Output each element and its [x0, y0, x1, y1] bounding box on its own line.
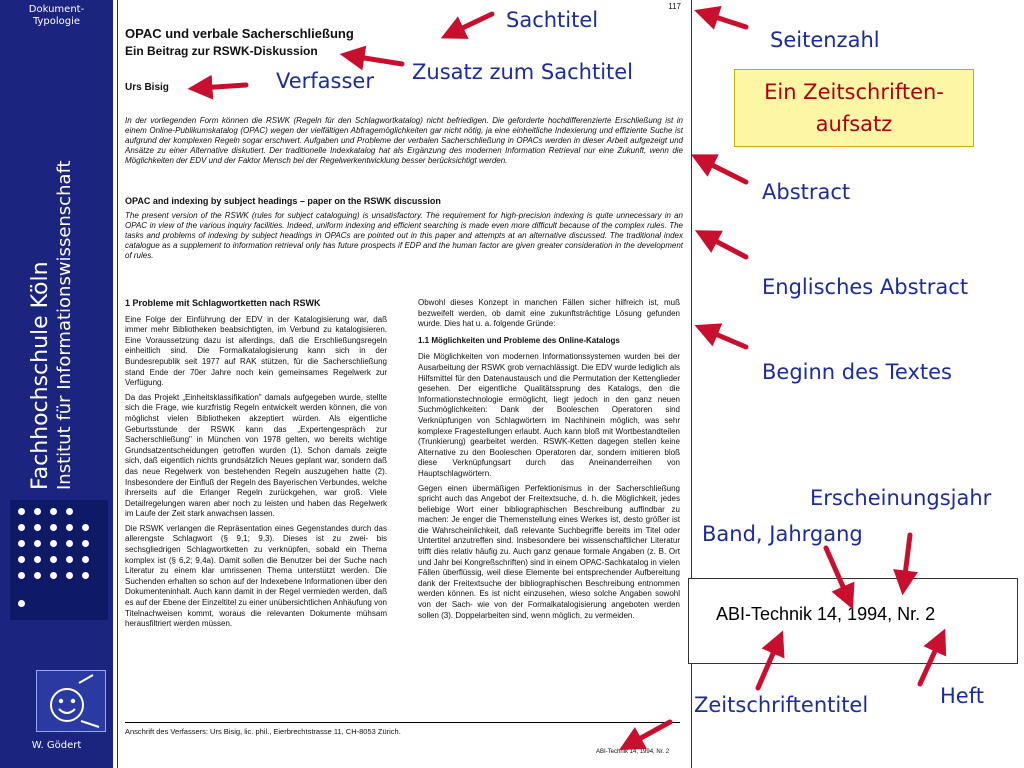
label-zusatz-zum-sachtitel: Zusatz zum Sachtitel: [412, 60, 634, 84]
doc-type-line1: Ein Zeitschriften-: [764, 80, 944, 104]
sidebar-top-line1: Dokument-: [28, 4, 85, 15]
institute-name: Institut für Informationswissenschaft: [54, 160, 75, 490]
citation-text: ABI-Technik 14, 1994, Nr. 2: [716, 604, 936, 624]
smiley-logo: [36, 670, 106, 732]
paragraph: Da das Projekt „Einheitsklassifikation" damals aufgegeben wurde, stellte sich die Frage, wie kurzfristig Regeln entwickelt werden können, die von möglichst vielen Bibliotheken akzeptiert würden. Als eigentliche Geburtsstunde der RSWK kann das „Expertengespräch zur Sacherschließung" in München von 1978 gelten, wo bereits wichtige Grundsatzentscheidungen getroffen wurden (1). Schon damals zeigte sich, daß eigentlich nichts grundsätzlich Neues geplant war, sondern daß das neue Regelwerk von bestehenden Regeln auszugehen hatte (2). Insbesondere der Einfluß der Regeln des Bayerischen Verbundes, welche ihrerseits auf die Erlanger Regeln zurückgehen, war groß. Viele Detailregelungen waren aber noch zu leisten und haben das Regelwerk im Laufe der Zeit stark anwachsen lassen.: [125, 392, 387, 519]
sidebar-top-line2: Typologie: [32, 16, 81, 27]
paragraph: Die Möglichkeiten von modernen Informationssystemen wurden bei der Ausarbeitung der RSWK grob vernachlässigt. Die EDV wurde lediglich als Hilfsmittel für den Datenaustausch und die Permutation der Kettenglieder gesehen. Der eigentliche Qualitätssprung des Katalogs, den die Informationstechnologie ermöglicht, liegt jedoch in den ganz neuen Suchmöglichkeiten: Dank der Booleschen Operatoren sind Verknüpfungen von Schlagwörtern im Nachhinein möglich, was sehr komplexe Fragestellungen erlaubt. Auch kann bloß mit Wortbestandteilen (Trunkierung) gearbeitet werden. RSWK-Ketten dagegen stellen keine Alternative zu den Booleschen Operatoren dar, sondern imitieren bloß diese Verknüpfungsart durch das Aneinanderreihen von Hauptschlagwörtern.: [418, 352, 680, 478]
label-seitenzahl: Seitenzahl: [770, 28, 880, 52]
label-abstract: Abstract: [762, 180, 851, 204]
arrow-abstract: [702, 160, 746, 182]
subsection-heading: 1.1 Möglichkeiten und Probleme des Online-Katalogs: [418, 335, 620, 345]
page-footer-citation: ABI-Technik 14, 1994, Nr. 2: [596, 749, 670, 755]
arrow-seitenzahl: [706, 14, 746, 27]
author-address-footnote: Anschrift des Verfassers: Urs Bisig, lic. phil., Eierbrechtstrasse 11, CH-8053 Zürich.: [125, 722, 680, 736]
paragraph: Gegen einen übermäßigen Perfektionismus in der Sacherschließung spricht auch das Angebot der Freitextsuche, d. h. die Möglichkeit, jedes beliebige Wort einer bibliographischen Beschreibung auffindbar zu machen: Je enger die Themenstellung eines Werkes ist, desto größer ist die Wahrscheinlichkeit, daß relevante Suchbegriffe bereits im Titel oder Untertitel anzutreffen sind. Insbesondere bei wissenschaftlicher Literatur trifft dies relativ häufig zu. Auch ganz genaue formale Angaben (z. B. Ort und Jahr bei Kongreßschriften) sind in einem OPAC-Sachkatalog in vielen Fällen überflüssig, weil diese Elemente bei entsprechender Aufbereitung dank der Freitextsuche der bibliographischen Beschreibung entnommen werden können. Es ist nicht einzusehen, wieso solche Angaben sowohl von der Sach- wie von der Formalkatalogisierung angeboten werden sollen (3). Doppelarbeiten sind, wenn möglich, zu vermeiden.: [418, 483, 680, 620]
paragraph: Obwohl dieses Konzept in manchen Fällen sicher hilfreich ist, muß bezweifelt werden, ob damit eine zukunftsträchtige Lösung gefunden wurde. Dies hat u. a. folgende Gründe:: [418, 298, 680, 329]
sidebar-top-label: [0, 4, 113, 28]
page-number: 117: [668, 2, 681, 11]
paragraph: Die RSWK verlangen die Repräsentation eines Gegenstandes durch das allerengste Schlagwort (§ 9,1; 9,3). Dieses ist zu zwei- bis sechsgliedrigen Schlagwortketten zu verknüpfen, sobald ein Thema komplex ist (§ 6,2; 9,4a). Damit sollen die Benutzer bei der Suche nach Literatur zu einem klar umrissenen Thema unterstützt werden. Die Suchenden erhalten so schon auf der Indexebene Informationen über den Dokumenteninhalt. Auch kann damit in der Regel vermieden werden, daß es auf der Ebene der Einzeltitel zu einer unübersichtlichen Anhäufung von Titelnachweisen kommt, woraus die relevanten Dokumente mühsam herausfiltriert werden müssen.: [125, 523, 387, 629]
article-subtitle: Ein Beitrag zur RSWK-Diskussion: [125, 44, 318, 58]
text-column-right: [418, 298, 680, 625]
arrow-jahr: [904, 535, 910, 583]
label-heft: Heft: [940, 684, 984, 708]
dot-grid-decoration: [10, 500, 108, 620]
label-zeitschriftentitel: Zeitschriftentitel: [694, 693, 869, 717]
label-erscheinungsjahr: Erscheinungsjahr: [810, 486, 992, 510]
document-type-box: [734, 69, 974, 147]
label-verfasser: Verfasser: [276, 69, 374, 93]
sidebar-vertical-title: [28, 130, 76, 490]
article-author: Urs Bisig: [125, 82, 169, 93]
abstract-english: The present version of the RSWK (rules for subject cataloguing) is unsatisfactory. The requirement for high-precision indexing is quite unnecessary in an OPAC in view of the various inquiry facilities. Indeed, uniform indexing and efficient searching is made even more difficult because of the complex rules. The tasks and problems of indexing by subject headings in OPACs are pointed out in this paper and attempts at an alternative discussed. The traditional index catalogue as a supplement to information retrieval only has future prospects if EDP and the human factor are given greater consideration in the development of rules.: [125, 211, 683, 260]
label-englisches-abstract: Englisches Abstract: [762, 275, 969, 299]
article-page: [117, 0, 692, 768]
paragraph: Eine Folge der Einführung der EDV in der Katalogisierung war, daß immer mehr Bibliotheken beabsichtigten, im Verbund zu katalogisieren. Eine Voraussetzung dazu ist allerdings, daß die Erschließungsregeln einheitlich sind. Die Formalkatalogisierung kann sich in der Bundesrepublik seit 1977 auf RAK stützen, für die Sacherschließung stand Ende der 70er Jahre noch kein gemeinsames Regelwerk zur Verfügung.: [125, 314, 387, 388]
sidebar-author: W. Gödert: [31, 740, 82, 751]
school-name: Fachhochschule Köln: [28, 261, 53, 490]
label-sachtitel: Sachtitel: [506, 8, 599, 32]
text-column-left: [125, 298, 387, 634]
doc-type-line2: aufsatz: [815, 112, 893, 136]
arrow-beginn: [706, 330, 746, 347]
english-title: OPAC and indexing by subject headings – paper on the RSWK discussion: [125, 196, 441, 206]
abstract-german: In der vorliegenden Form können die RSWK (Regeln für den Schlagwortkatalog) nicht befriedigen. Die geforderte hochdifferenzierte Erschließung ist in einem Online-Publikumskatalog (OPAC) wegen der vielfältigen Abfragemöglichkeiten gar nicht nötig, ja eine einheitliche Indexierung und effiziente Suche ist aufgrund der komplexen Regeln sogar erschwert. Aufgaben und Probleme der verbalen Sacherschließung in OPACs werden in dieser Arbeit aufgezeigt und Ansätze zu einer Alternative diskutiert. Der traditionelle Indexkatalog hat als Ergänzung des modernen Information Retrieval nur eine Zukunft, wenn die Möglichkeiten der EDV und der Faktor Mensch bei der Regelwerkentwicklung besser berücksichtigt werden.: [125, 116, 683, 165]
label-beginn-des-textes: Beginn des Textes: [762, 360, 952, 384]
article-title: OPAC und verbale Sacherschließung: [125, 26, 354, 41]
arrow-englisches-abstract: [706, 236, 746, 257]
section-heading: 1 Probleme mit Schlagwortketten nach RSWK: [125, 298, 321, 308]
label-band-jahrgang: Band, Jahrgang: [702, 522, 863, 546]
sidebar: [0, 0, 113, 768]
